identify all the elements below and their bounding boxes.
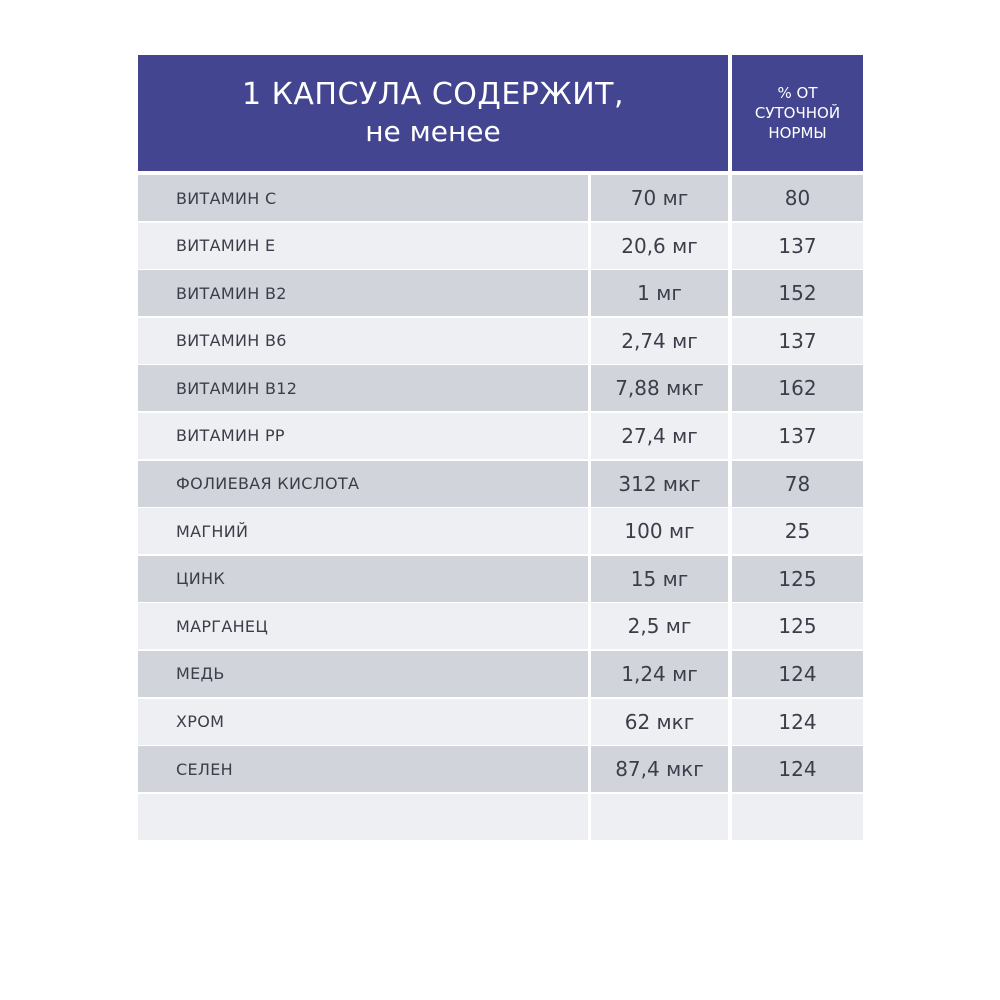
table-header [138,55,863,171]
nutrient-name: ВИТАМИН В12 [138,365,588,411]
nutrient-amount: 2,5 мг [591,603,728,649]
header-pct-line: СУТОЧНОЙ [754,104,841,122]
nutrient-name: ВИТАМИН С [138,175,588,221]
nutrient-amount: 15 мг [591,556,728,602]
nutrient-name: ЦИНК [138,556,588,602]
header-subtitle: не менее [365,115,501,148]
nutrient-name: ВИТАМИН Е [138,223,588,269]
table-row [138,461,863,507]
daily-percent: 125 [732,556,863,602]
nutrient-amount [591,794,728,840]
table-row [138,794,863,840]
nutrient-name: ВИТАМИН В6 [138,318,588,364]
daily-percent [732,794,863,840]
nutrient-amount: 27,4 мг [591,413,728,459]
nutrition-table [138,55,863,841]
nutrient-name [138,794,588,840]
table-row [138,175,863,221]
table-row [138,603,863,649]
table-row [138,508,863,554]
daily-percent: 137 [732,223,863,269]
nutrient-name: МЕДЬ [138,651,588,697]
nutrient-amount: 87,4 мкг [591,746,728,792]
nutrient-amount: 1,24 мг [591,651,728,697]
table-row [138,746,863,792]
daily-percent: 137 [732,413,863,459]
table-row [138,699,863,745]
daily-percent: 78 [732,461,863,507]
header-pct-line: % ОТ [777,84,818,102]
nutrient-name: МАГНИЙ [138,508,588,554]
daily-percent: 124 [732,651,863,697]
nutrient-amount: 312 мкг [591,461,728,507]
nutrient-name: ВИТАМИН В2 [138,270,588,316]
table-row [138,270,863,316]
daily-percent: 80 [732,175,863,221]
header-daily-percent-cell [732,55,863,171]
daily-percent: 124 [732,699,863,745]
header-pct-line: НОРМЫ [768,124,827,142]
table-row [138,651,863,697]
table-row [138,556,863,602]
daily-percent: 162 [732,365,863,411]
nutrient-amount: 62 мкг [591,699,728,745]
table-row [138,365,863,411]
nutrient-amount: 2,74 мг [591,318,728,364]
nutrient-amount: 7,88 мкг [591,365,728,411]
table-row [138,413,863,459]
nutrient-amount: 100 мг [591,508,728,554]
daily-percent: 25 [732,508,863,554]
daily-percent: 152 [732,270,863,316]
nutrient-name: ХРОМ [138,699,588,745]
daily-percent: 124 [732,746,863,792]
daily-percent: 137 [732,318,863,364]
nutrient-amount: 20,6 мг [591,223,728,269]
header-title: 1 КАПСУЛА СОДЕРЖИТ, [241,77,624,112]
nutrient-name: ВИТАМИН РР [138,413,588,459]
table-row [138,318,863,364]
nutrient-name: СЕЛЕН [138,746,588,792]
nutrient-name: ФОЛИЕВАЯ КИСЛОТА [138,461,588,507]
nutrient-amount: 1 мг [591,270,728,316]
nutrient-amount: 70 мг [591,175,728,221]
daily-percent: 125 [732,603,863,649]
nutrient-name: МАРГАНЕЦ [138,603,588,649]
table-row [138,223,863,269]
table-body [138,175,863,841]
header-title-cell [138,55,728,171]
